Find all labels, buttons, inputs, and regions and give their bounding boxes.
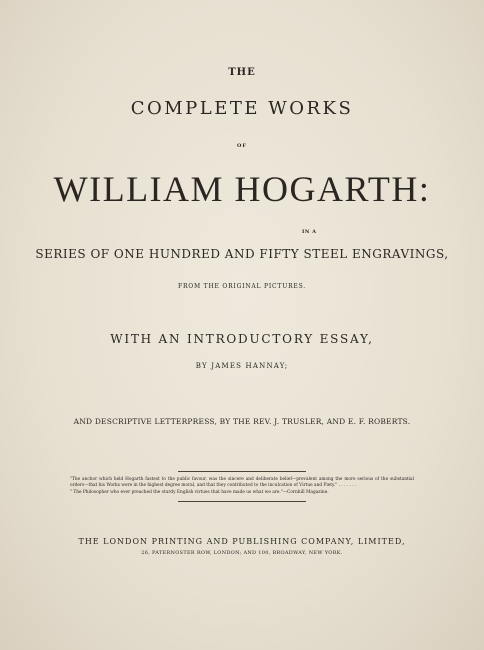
title-from: FROM THE ORIGINAL PICTURES. xyxy=(178,283,306,290)
title-of: OF xyxy=(237,143,247,149)
publisher-name: THE LONDON PRINTING AND PUBLISHING COMPANY, LIMITED, xyxy=(78,537,406,546)
essay-intro: WITH AN INTRODUCTORY ESSAY, xyxy=(110,332,374,346)
title-series: SERIES OF ONE HUNDRED AND FIFTY STEEL ENGRAVINGS, xyxy=(35,247,449,261)
title-name: WILLIAM HOGARTH: xyxy=(53,169,431,209)
divider-top xyxy=(178,471,306,472)
quote-anchor: "The anchor which held Hogarth fastest to the public favour, was the sincere and deliberate belief—prevalent among the more serious of the substantial orders—that his Works were in the highest degree moral, and that they contributed to the inculcation of Virtue and Piety." . . . . . . . xyxy=(70,477,414,488)
essay-author: BY JAMES HANNAY; xyxy=(195,362,289,370)
title-complete-works: COMPLETE WORKS xyxy=(130,98,354,119)
quote-cornhill: " The Philosopher who ever preached the sturdy English virtues that have made us what we are."—Cornhill Magazine. xyxy=(70,490,329,495)
publisher-address: 26, PATERNOSTER ROW, LONDON; AND 100, BROADWAY, NEW YORK. xyxy=(141,550,343,556)
divider-bottom xyxy=(178,501,306,502)
essay-descriptive: AND DESCRIPTIVE LETTERPRESS, BY THE REV. J. TRUSLER, AND E. F. ROBERTS. xyxy=(73,417,411,426)
title-in-a: IN A xyxy=(302,229,317,235)
title-the: THE xyxy=(228,67,256,78)
